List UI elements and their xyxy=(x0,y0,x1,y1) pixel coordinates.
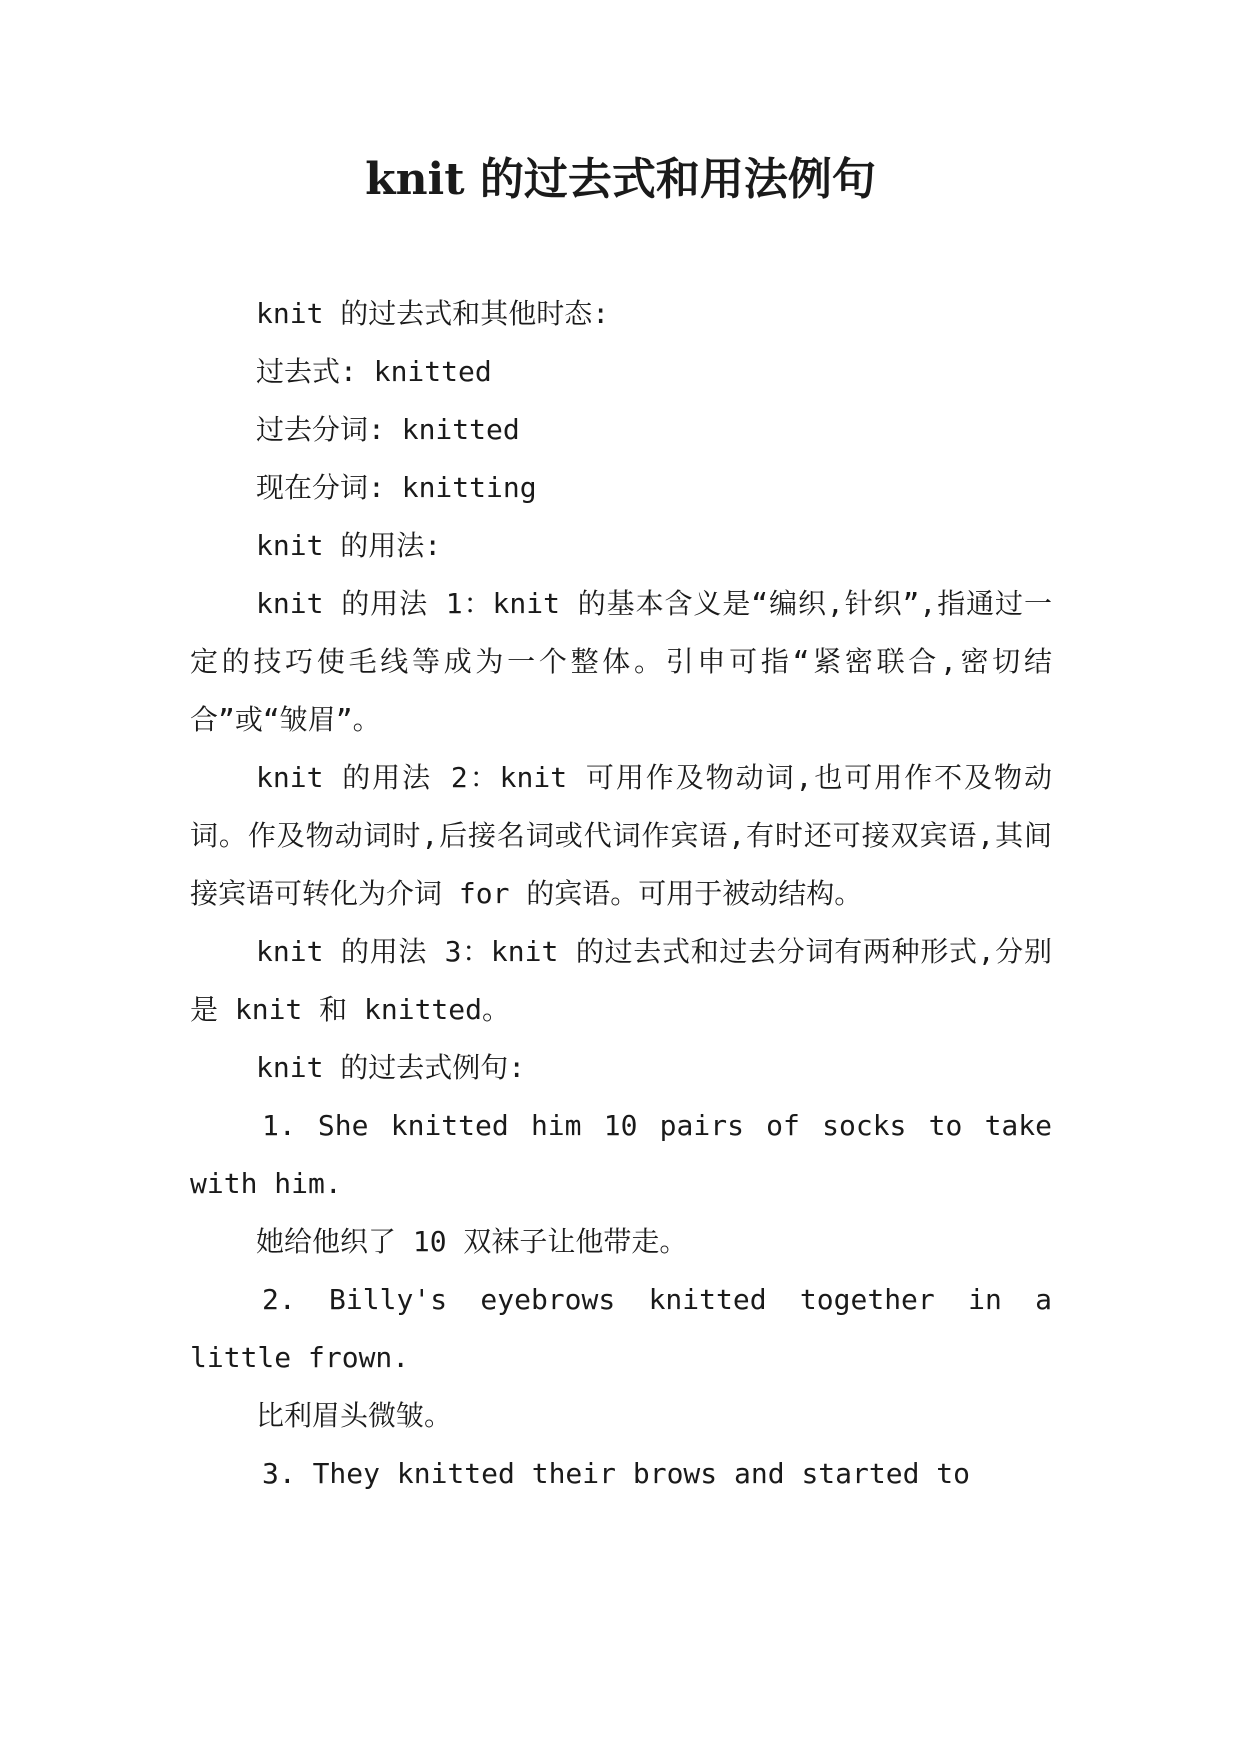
paragraph-usage-2: knit 的用法 2：knit 可用作及物动词,也可用作不及物动词。作及物动词时,后接名词或代词作宾语,有时还可接双宾语,其间接宾语可转化为介词 for 的宾语。可用于被动结构。 xyxy=(190,761,1052,910)
paragraph-examples-heading: knit 的过去式例句: xyxy=(256,1051,526,1084)
example-translation-2: 比利眉头微皱。 xyxy=(256,1399,453,1432)
document-title: knit 的过去式和用法例句 xyxy=(365,154,876,205)
paragraph-usage-3: knit 的用法 3：knit 的过去式和过去分词有两种形式,分别是 knit 和 knitted。 xyxy=(190,935,1052,1026)
example-sentence-3: 3. They knitted their brows and started to xyxy=(262,1457,971,1490)
paragraph-usage-heading: knit 的用法: xyxy=(256,529,442,562)
paragraph-past-participle: 过去分词: knitted xyxy=(256,413,520,446)
paragraph-usage-1: knit 的用法 1：knit 的基本含义是“编织,针织”,指通过一定的技巧使毛线等成为一个整体。引申可指“紧密联合,密切结合”或“皱眉”。 xyxy=(190,587,1052,736)
example-sentence-1: 1. She knitted him 10 pairs of socks to take with him. xyxy=(190,1109,1052,1200)
paragraph-present-participle: 现在分词: knitting xyxy=(256,471,537,504)
document-body xyxy=(190,285,1052,1503)
paragraph-past-tense: 过去式: knitted xyxy=(256,355,492,388)
example-translation-1: 她给他织了 10 双袜子让他带走。 xyxy=(256,1225,688,1258)
paragraph-forms-heading: knit 的过去式和其他时态: xyxy=(256,297,610,330)
example-sentence-2: 2. Billy's eyebrows knitted together in a little frown. xyxy=(190,1283,1052,1374)
